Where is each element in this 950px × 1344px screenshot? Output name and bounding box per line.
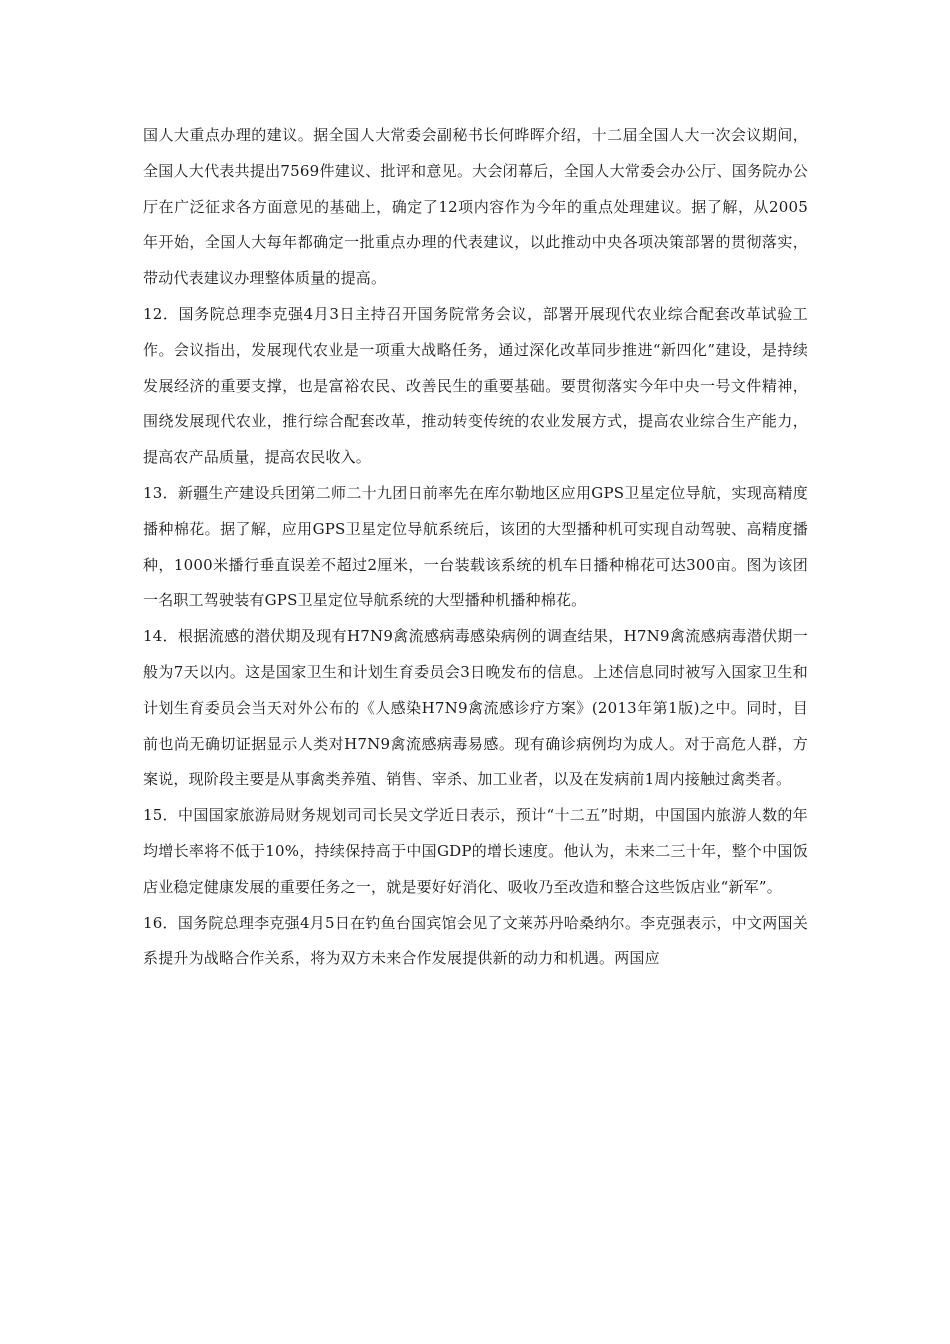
paragraph-item-14: 14．根据流感的潜伏期及现有H7N9禽流感病毒感染病例的调查结果，H7N9禽流感病毒潜伏期一般为7天以内。这是国家卫生和计划生育委员会3日晚发布的信息。上述信息同时被写入国家卫生和计划生育委员会当天对外公布的《人感染H7N9禽流感诊疗方案》(2013年第1版)之中。同时，目前也尚无确切证据显示人类对H7N9禽流感病毒易感。现有确诊病例均为成人。对于高危人群，方案说，现阶段主要是从事禽类养殖、销售、宰杀、加工业者，以及在发病前1周内接触过禽类者。 (143, 627, 808, 789)
paragraph-item-15: 15．中国国家旅游局财务规划司司长吴文学近日表示，预计“十二五”时期，中国国内旅游人数的年均增长率将不低于10%，持续保持高于中国GDP的增长速度。他认为，未来二三十年，整个中国饭店业稳定健康发展的重要任务之一，就是要好好消化、吸收乃至改造和整合这些饭店业“新军”。 (143, 806, 808, 896)
paragraph-item-12: 12．国务院总理李克强4月3日主持召开国务院常务会议，部署开展现代农业综合配套改革试验工作。会议指出，发展现代农业是一项重大战略任务，通过深化改革同步推进“新四化”建设，是持续发展经济的重要支撑，也是富裕农民、改善民生的重要基础。要贯彻落实今年中央一号文件精神，围绕发展现代农业，推行综合配套改革，推动转变传统的农业发展方式，提高农业综合生产能力，提高农产品质量，提高农民收入。 (143, 304, 808, 467)
paragraph-continuation-11: 国人大重点办理的建议。据全国人大常委会副秘书长何晔晖介绍，十二届全国人大一次会议期间，全国人大代表共提出7569件建议、批评和意见。大会闭幕后，全国人大常委会办公厅、国务院办公厅在广泛征求各方面意见的基础上，确定了12项内容作为今年的重点处理建议。据了解，从2005年开始，全国人大每年都确定一批重点办理的代表建议，以此推动中央各项决策部署的贯彻落实，带动代表建议办理整体质量的提高。 (143, 126, 808, 288)
document-body (143, 118, 808, 977)
paragraph-item-13: 13．新疆生产建设兵团第二师二十九团日前率先在库尔勒地区应用GPS卫星定位导航，实现高精度播种棉花。据了解，应用GPS卫星定位导航系统后，该团的大型播种机可实现自动驾驶、高精度播种，1000米播行垂直误差不超过2厘米，一台装载该系统的机车日播种棉花可达300亩。图为该团一名职工驾驶装有GPS卫星定位导航系统的大型播种机播种棉花。 (143, 483, 808, 610)
paragraph-item-16: 16．国务院总理李克强4月5日在钓鱼台国宾馆会见了文莱苏丹哈桑纳尔。李克强表示，中文两国关系提升为战略合作关系，将为双方未来合作发展提供新的动力和机遇。两国应 (143, 913, 808, 968)
